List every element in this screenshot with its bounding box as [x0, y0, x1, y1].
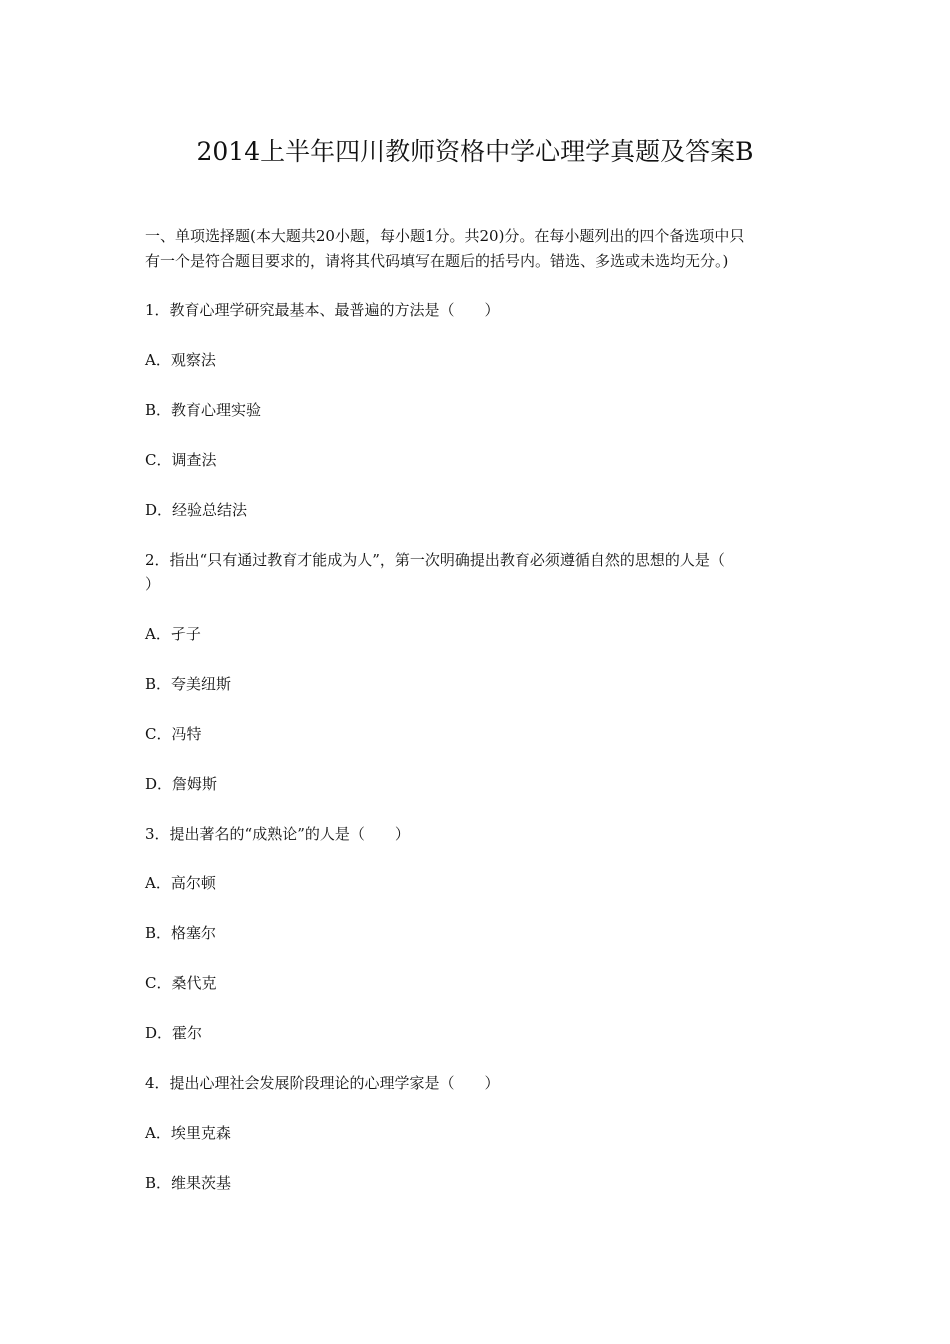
- question-2-option-b: B．夸美纽斯: [145, 675, 232, 693]
- question-2-option-c: C．冯特: [145, 725, 202, 743]
- question-4-option-b: B．维果茨基: [145, 1174, 232, 1192]
- question-2-stem: 2．指出“只有通过教育才能成为人”，第一次明确提出教育必须遵循自然的思想的人是（: [145, 551, 725, 569]
- question-3-option-c: C．桑代克: [145, 974, 217, 992]
- question-1-stem: 1．教育心理学研究最基本、最普遍的方法是（ ）: [145, 301, 500, 319]
- question-2-option-a: A．孑子: [145, 625, 201, 643]
- instructions-line-2: 有一个是符合题目要求的，请将其代码填写在题后的括号内。错选、多选或未选均无分。): [145, 252, 729, 270]
- question-3-option-d: D．霍尔: [145, 1024, 203, 1042]
- question-2-option-d: D．詹姆斯: [145, 775, 218, 793]
- question-3-option-a: A．高尔顿: [145, 874, 216, 892]
- question-1-option-a: A．观察法: [145, 351, 216, 369]
- question-2-stem-continued: ）: [145, 575, 161, 593]
- document-title: 2014上半年四川教师资格中学心理学真题及答案B: [196, 137, 754, 166]
- question-1-option-b: B．教育心理实验: [145, 401, 262, 419]
- question-1-option-d: D．经验总结法: [145, 501, 248, 519]
- instructions-line-1: 一、单项选择题(本大题共20小题，每小题1分。共20)分。在每小题列出的四个备选项中只: [145, 227, 745, 245]
- question-4-stem: 4．提出心理社会发展阶段理论的心理学家是（ ）: [145, 1074, 500, 1092]
- question-1-option-c: C．调查法: [145, 451, 217, 469]
- section-instructions: [145, 224, 810, 274]
- question-4-option-a: A．埃里克森: [145, 1124, 231, 1142]
- question-3-option-b: B．格塞尔: [145, 924, 217, 942]
- question-3-stem: 3．提出著名的“成熟论”的人是（ ）: [145, 825, 410, 843]
